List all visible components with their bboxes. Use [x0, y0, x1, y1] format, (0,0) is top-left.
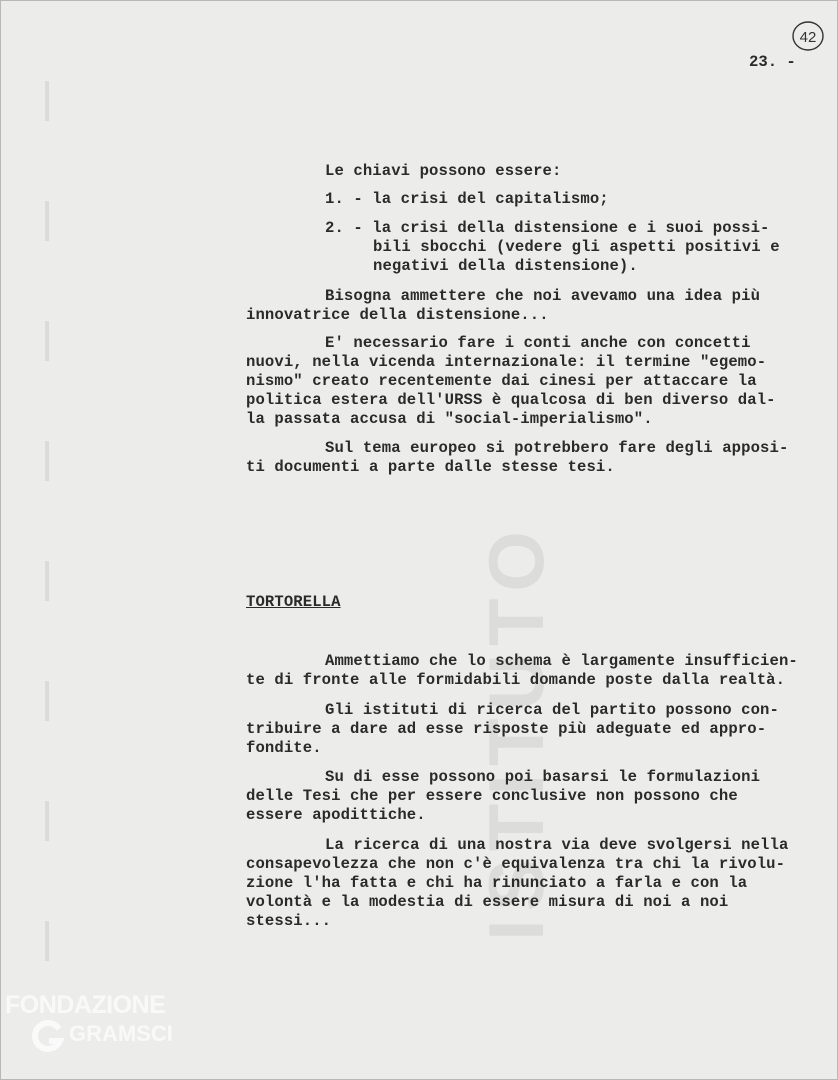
foundation-logo-text: FONDAZIONE — [5, 991, 166, 1019]
foundation-logo-icon — [31, 1019, 65, 1053]
paragraph-line: ti documenti a parte dalle stesse tesi. — [246, 458, 615, 476]
page-number: 23. - — [749, 53, 796, 71]
paragraph-line: stessi... — [246, 912, 332, 930]
scan-edge-mark — [45, 81, 49, 981]
paragraph-line: fondite. — [246, 739, 322, 757]
list-item-1: 1. - la crisi del capitalismo; — [325, 190, 609, 208]
paragraph-line: consapevolezza che non c'è equivalenza tra chi la rivolu- — [246, 855, 786, 873]
archive-number-circle — [791, 19, 825, 53]
paragraph-line: tribuire a dare ad esse risposte più adeguate ed appro- — [246, 720, 767, 738]
paragraph-line: nismo" creato recentemente dai cinesi per attaccare la — [246, 372, 757, 390]
paragraph-line: la passata accusa di "social-imperialismo". — [246, 410, 653, 428]
paragraph-line: La ricerca di una nostra via deve svolgersi nella — [325, 836, 789, 854]
paragraph-line: Ammettiamo che lo schema è largamente insufficien- — [325, 652, 798, 670]
paragraph-line: Gli istituti di ricerca del partito possono con- — [325, 701, 779, 719]
paragraph-line: politica estera dell'URSS è qualcosa di ben diverso dal- — [246, 391, 776, 409]
paragraph-line: zione l'ha fatta e chi ha rinunciato a farla e con la — [246, 874, 748, 892]
paragraph-line: Su di esse possono poi basarsi le formulazioni — [325, 768, 761, 786]
list-item-2-line-3: negativi della distensione). — [373, 257, 638, 275]
paragraph-line: te di fronte alle formidabili domande poste dalla realtà. — [246, 671, 786, 689]
list-item-2-line-1: 2. - la crisi della distensione e i suoi possi- — [325, 219, 770, 237]
paragraph-line: E' necessario fare i conti anche con concetti — [325, 334, 751, 352]
paragraph-line: essere apodittiche. — [246, 806, 426, 824]
foundation-logo-subtext: GRAMSCI — [69, 1021, 173, 1046]
paragraph-line: volontà e la modestia di essere misura di noi a noi — [246, 893, 729, 911]
paragraph-line: delle Tesi che per essere conclusive non possono che — [246, 787, 738, 805]
archive-number: 42 — [799, 29, 817, 46]
paragraph-line: innovatrice della distensione... — [246, 306, 549, 324]
list-item-2-line-2: bili sbocchi (vedere gli aspetti positivi e — [373, 238, 780, 256]
paragraph-line: Bisogna ammettere che noi avevamo una idea più — [325, 287, 761, 305]
paragraph-line: nuovi, nella vicenda internazionale: il termine "egemo- — [246, 353, 767, 371]
speaker-heading: TORTORELLA — [246, 593, 341, 611]
intro-line: Le chiavi possono essere: — [325, 162, 562, 180]
archive-watermark: ISTITUTO — [472, 523, 560, 941]
paragraph-line: Sul tema europeo si potrebbero fare degli apposi- — [325, 439, 789, 457]
